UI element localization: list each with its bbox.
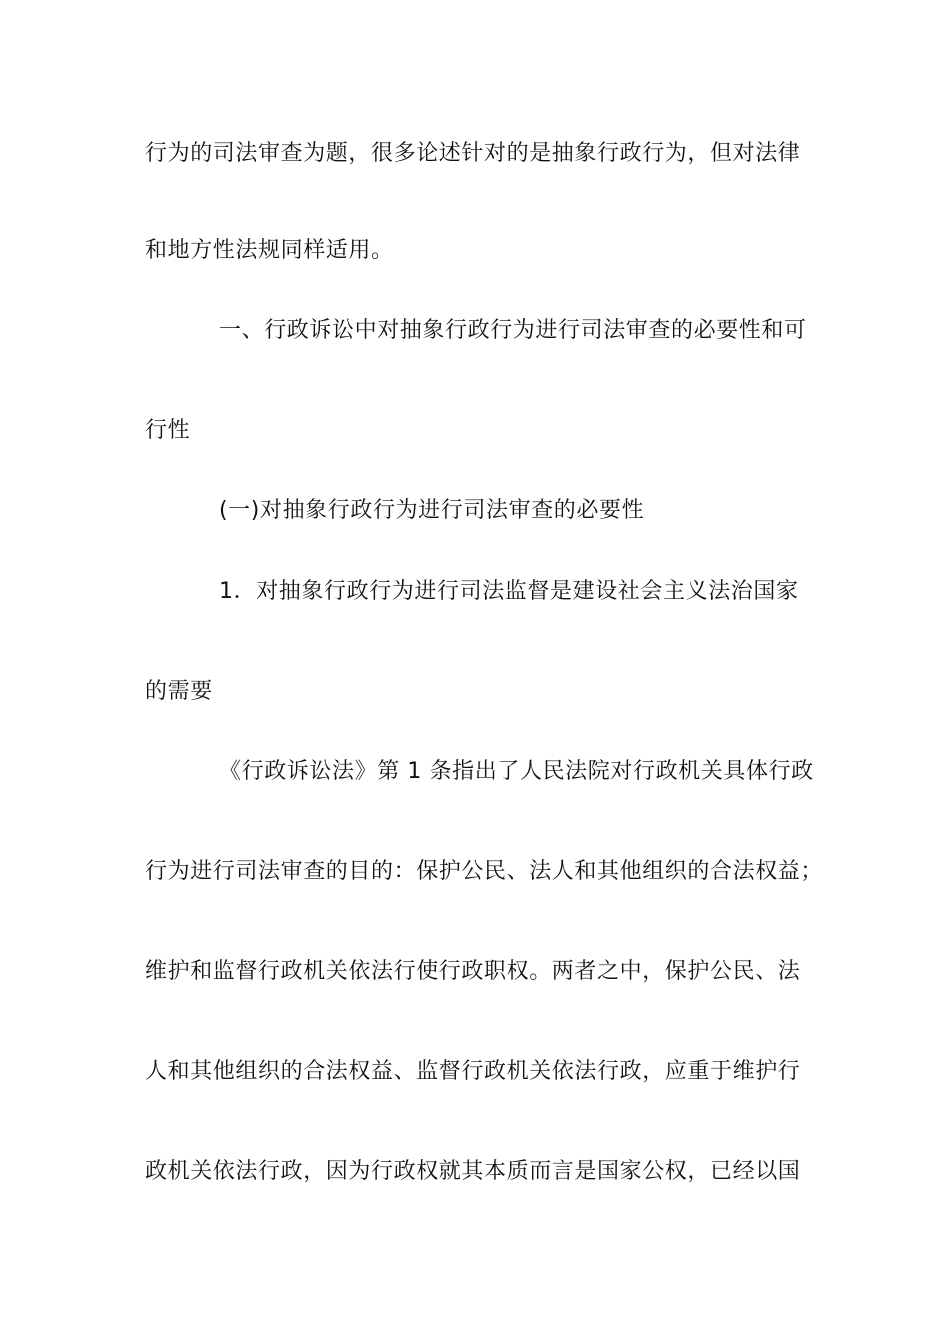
- numbered-heading: 1．对抽象行政行为进行司法监督是建设社会主义法治国家: [219, 579, 799, 604]
- numbered-heading-continued: 的需要: [145, 679, 213, 704]
- text-line: 和地方性法规同样适用。: [145, 238, 394, 263]
- subsection-heading: (一)对抽象行政行为进行司法审查的必要性: [219, 498, 645, 523]
- text-line: 人和其他组织的合法权益、监督行政机关依法行政，应重于维护行: [145, 1059, 801, 1084]
- section-heading: 一、行政诉讼中对抽象行政行为进行司法审查的必要性和可: [219, 318, 807, 343]
- section-heading-continued: 行性: [145, 418, 191, 443]
- text-line: 《行政诉讼法》第 1 条指出了人民法院对行政机关具体行政: [219, 759, 814, 784]
- text-line: 政机关依法行政，因为行政权就其本质而言是国家公权，已经以国: [145, 1159, 801, 1184]
- text-line: 维护和监督行政机关依法行使行政职权。两者之中，保护公民、法: [145, 959, 801, 984]
- text-line: 行为进行司法审查的目的：保护公民、法人和其他组织的合法权益；: [145, 859, 824, 884]
- text-line: 行为的司法审查为题，很多论述针对的是抽象行政行为，但对法律: [145, 141, 801, 166]
